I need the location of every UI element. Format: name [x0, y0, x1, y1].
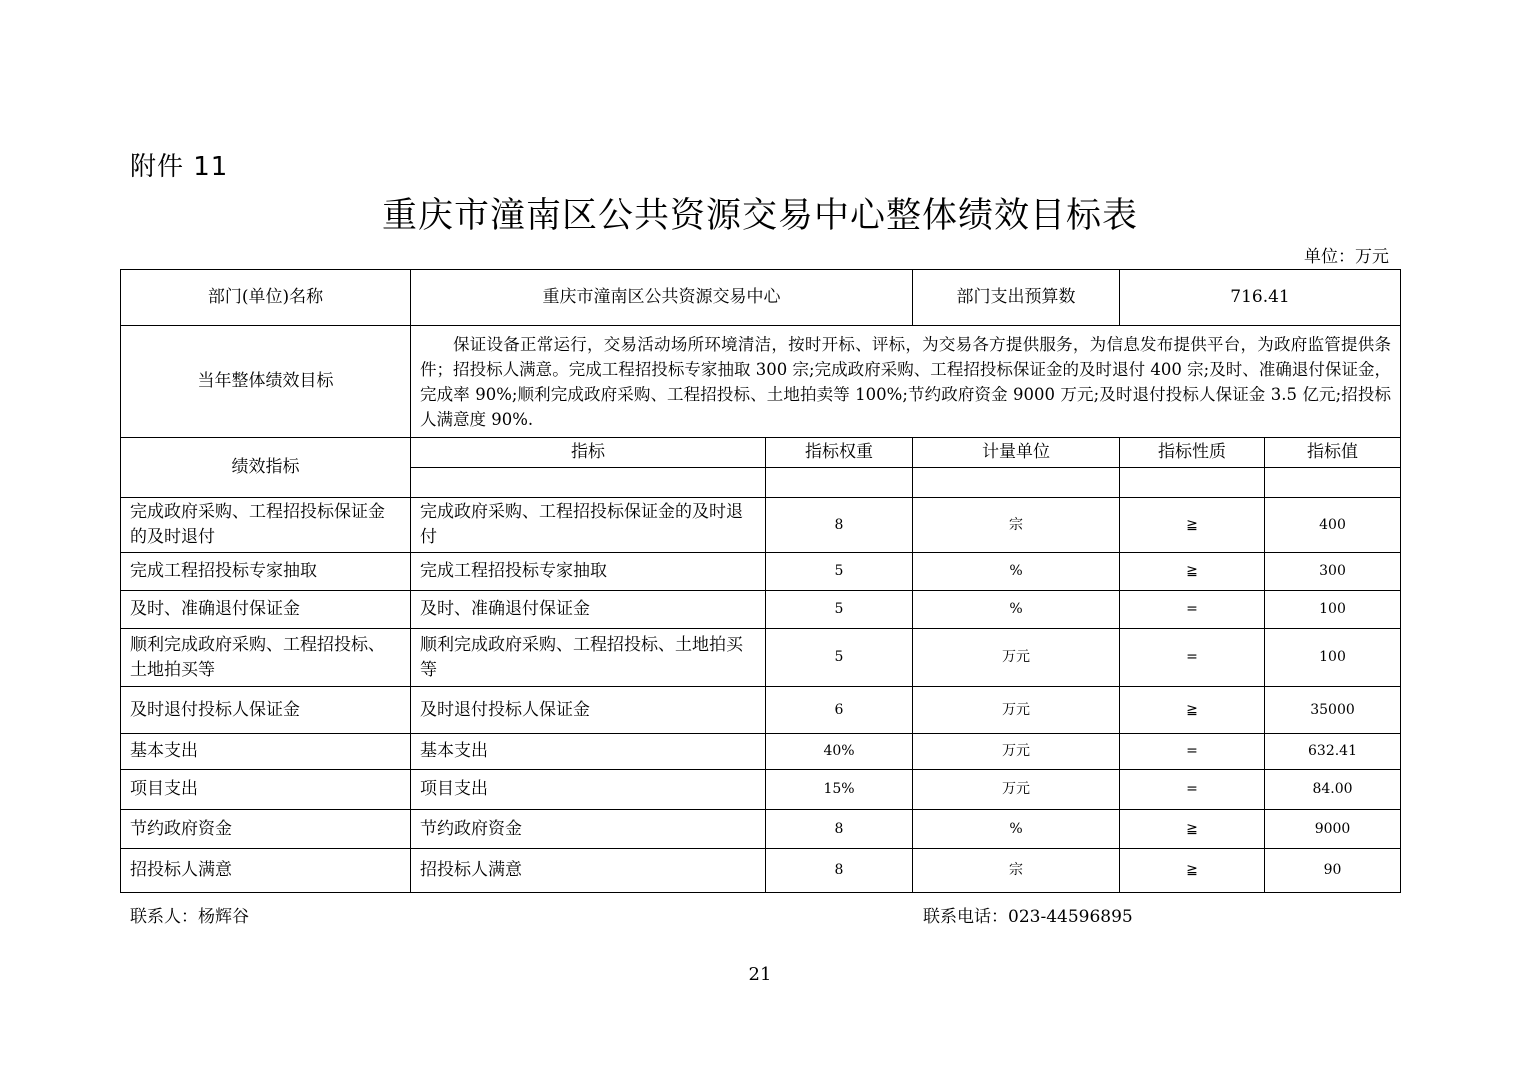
row-value: 400: [1265, 498, 1401, 553]
row-value: 300: [1265, 553, 1401, 591]
row-nature: =: [1120, 770, 1265, 810]
row-unit: %: [913, 591, 1120, 629]
row-value: 100: [1265, 591, 1401, 629]
row-nature: =: [1120, 629, 1265, 687]
contact-phone: 联系电话：023-44596895: [923, 907, 1133, 927]
row-indicator: 节约政府资金: [411, 810, 766, 849]
table-row: [121, 770, 1401, 810]
row-weight: 8: [766, 810, 913, 849]
row-category: 及时、准确退付保证金: [121, 591, 411, 629]
attachment-label: 附件 11: [130, 152, 229, 182]
row-nature: ≧: [1120, 498, 1265, 553]
row-nature: ≧: [1120, 553, 1265, 591]
col-header-unit: 计量单位: [913, 438, 1120, 468]
row-weight: 5: [766, 629, 913, 687]
indicators-label: 绩效指标: [121, 438, 411, 498]
row-nature: ≧: [1120, 849, 1265, 893]
row-nature: =: [1120, 591, 1265, 629]
row-category: 基本支出: [121, 734, 411, 770]
col-header-value: 指标值: [1265, 438, 1401, 468]
table-row: [121, 734, 1401, 770]
goal-row: [121, 326, 1401, 438]
performance-table: [120, 269, 1401, 893]
row-indicator: 招投标人满意: [411, 849, 766, 893]
header-row: [121, 270, 1401, 326]
blank-cell: [1265, 468, 1401, 498]
row-indicator: 及时退付投标人保证金: [411, 687, 766, 734]
row-value: 35000: [1265, 687, 1401, 734]
row-weight: 15%: [766, 770, 913, 810]
dept-name-value: 重庆市潼南区公共资源交易中心: [411, 270, 913, 326]
row-category: 及时退付投标人保证金: [121, 687, 411, 734]
row-unit: %: [913, 810, 1120, 849]
page-number: 21: [748, 964, 772, 985]
budget-label: 部门支出预算数: [913, 270, 1120, 326]
row-nature: ≧: [1120, 687, 1265, 734]
indicator-header-row: [121, 438, 1401, 468]
row-indicator: 项目支出: [411, 770, 766, 810]
row-unit: 万元: [913, 687, 1120, 734]
row-value: 90: [1265, 849, 1401, 893]
row-weight: 5: [766, 553, 913, 591]
col-header-nature: 指标性质: [1120, 438, 1265, 468]
table-row: [121, 687, 1401, 734]
goal-label: 当年整体绩效目标: [121, 326, 411, 438]
row-indicator: 完成政府采购、工程招投标保证金的及时退付: [411, 498, 766, 553]
budget-value: 716.41: [1120, 270, 1401, 326]
row-value: 9000: [1265, 810, 1401, 849]
row-unit: %: [913, 553, 1120, 591]
row-unit: 万元: [913, 770, 1120, 810]
row-value: 84.00: [1265, 770, 1401, 810]
row-value: 100: [1265, 629, 1401, 687]
document-title: 重庆市潼南区公共资源交易中心整体绩效目标表: [381, 196, 1138, 236]
table-row: [121, 810, 1401, 849]
row-category: 顺利完成政府采购、工程招投标、土地拍买等: [121, 629, 411, 687]
row-indicator: 基本支出: [411, 734, 766, 770]
col-header-indicator: 指标: [411, 438, 766, 468]
row-unit: 万元: [913, 734, 1120, 770]
blank-cell: [913, 468, 1120, 498]
table-row: [121, 498, 1401, 553]
row-category: 节约政府资金: [121, 810, 411, 849]
col-header-weight: 指标权重: [766, 438, 913, 468]
table-body: [121, 270, 1401, 893]
table-row: [121, 629, 1401, 687]
row-category: 项目支出: [121, 770, 411, 810]
blank-cell: [766, 468, 913, 498]
row-indicator: 完成工程招投标专家抽取: [411, 553, 766, 591]
row-weight: 6: [766, 687, 913, 734]
row-value: 632.41: [1265, 734, 1401, 770]
row-weight: 8: [766, 849, 913, 893]
row-nature: ≧: [1120, 810, 1265, 849]
table-row: [121, 591, 1401, 629]
goal-text: 保证设备正常运行，交易活动场所环境清洁，按时开标、评标，为交易各方提供服务，为信息发布提供平台，为政府监管提供条件；招投标人满意。完成工程招投标专家抽取 300 宗;完成政府采购、工程招投标保证金的及时退付 400 宗;及时、准确退付保证金，完成率 90%;顺利完成政府采购、工程招投标、土地拍卖等 100%;节约政府资金 9000 万元;及时退付投标人保证金 3.5 亿元;招投标人满意度 90%.: [411, 326, 1401, 438]
row-nature: =: [1120, 734, 1265, 770]
table-row: [121, 553, 1401, 591]
row-category: 招投标人满意: [121, 849, 411, 893]
row-unit: 万元: [913, 629, 1120, 687]
blank-cell: [411, 468, 766, 498]
row-unit: 宗: [913, 498, 1120, 553]
row-indicator: 及时、准确退付保证金: [411, 591, 766, 629]
row-indicator: 顺利完成政府采购、工程招投标、土地拍买等: [411, 629, 766, 687]
unit-label: 单位：万元: [1304, 247, 1389, 267]
row-unit: 宗: [913, 849, 1120, 893]
dept-name-label: 部门(单位)名称: [121, 270, 411, 326]
row-category: 完成工程招投标专家抽取: [121, 553, 411, 591]
row-weight: 8: [766, 498, 913, 553]
table-row: [121, 849, 1401, 893]
row-weight: 5: [766, 591, 913, 629]
row-category: 完成政府采购、工程招投标保证金的及时退付: [121, 498, 411, 553]
blank-cell: [1120, 468, 1265, 498]
row-weight: 40%: [766, 734, 913, 770]
contact-person: 联系人：杨辉谷: [130, 907, 249, 927]
